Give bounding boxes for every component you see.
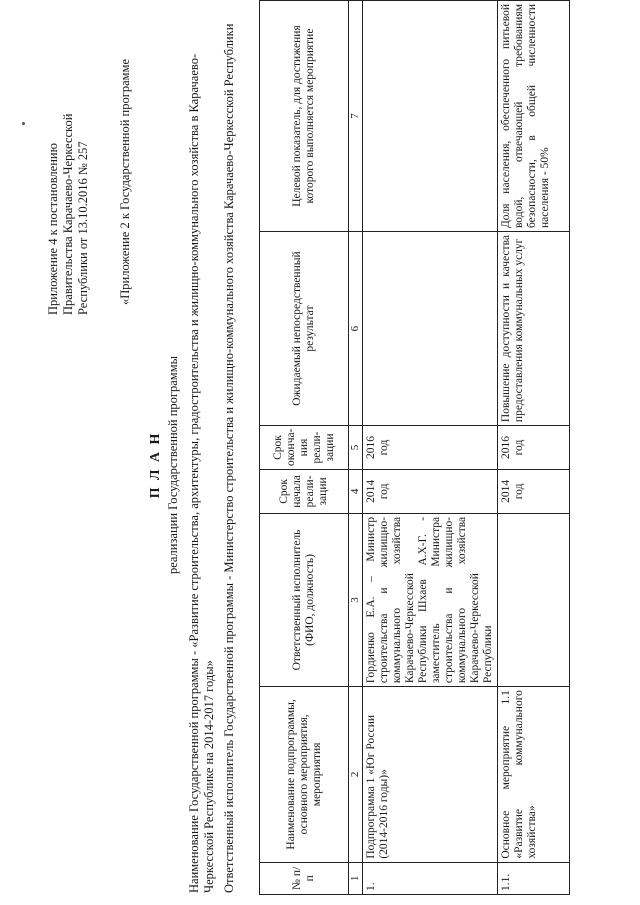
- program-name: Наименование Государственной программы - «Развитие строительства, архитектуры, градостроительства и жилищно-коммунального хозяйства в Карачаево-Черкесской Республике на 2014-2017 годы»: [187, 53, 216, 893]
- appendix-line-1: Приложение 4 к постановлению: [46, 143, 60, 315]
- row-target: Доля населения, обеспеченного питьевой водой, отвечающей требованиям безопасности, в общей численности населения - 50%: [498, 1, 570, 232]
- row-target: [363, 1, 498, 232]
- table-row: [498, 1, 570, 895]
- col-number: 4: [349, 469, 363, 513]
- row-name: Основное мероприятие 1.1 «Развитие коммунального хозяйства»: [498, 687, 570, 863]
- col-header-name: Наименование подпрограммы, основного мероприятия, мероприятия: [260, 687, 349, 863]
- row-end: 2016 год: [363, 426, 498, 470]
- row-result: Повышение доступности и качества предоставления коммунальных услуг: [498, 232, 570, 426]
- row-start: 2014 год: [498, 469, 570, 513]
- col-number: 3: [349, 513, 363, 686]
- row-executor: [498, 513, 570, 686]
- col-number: 2: [349, 687, 363, 863]
- appendix-line-2: Правительства Карачаево-Черкесской: [61, 113, 75, 315]
- table-row: [363, 1, 498, 895]
- col-number: 6: [349, 232, 363, 426]
- row-end: 2016 год: [498, 426, 570, 470]
- col-header-end: Срок оконча-ния реали-зации: [260, 426, 349, 470]
- responsible-executor: Ответственный исполнитель Государственной программы - Министерство строительства и жилищно-коммунального хозяйства Карачаево-Черкесской Республики: [222, 23, 236, 893]
- col-header-start: Срок начала реали-зации: [260, 469, 349, 513]
- plan-table: [259, 0, 570, 895]
- col-header-num: № п/п: [260, 862, 349, 894]
- table-header-row: [260, 1, 349, 895]
- row-name: Подпрограмма 1 «Юг России (2014-2016 годы)»: [363, 687, 498, 863]
- scan-speck: [22, 122, 25, 125]
- col-number: 5: [349, 426, 363, 470]
- appendix-line-3: Республики от 13.10.2016 № 257: [76, 141, 90, 315]
- col-header-executor: Ответственный исполнитель (ФИО, должность): [260, 513, 349, 686]
- document-subtitle: реализации Государственной программы: [166, 355, 180, 575]
- row-start: 2014 год: [363, 469, 498, 513]
- document-title: П Л А Н: [148, 431, 163, 499]
- row-num: 1.1.: [498, 862, 570, 894]
- col-header-result: Ожидаемый непосредственный результат: [260, 232, 349, 426]
- col-number: 7: [349, 1, 363, 232]
- column-number-row: [349, 1, 363, 895]
- col-header-target: Целевой показатель, для достижения которого выполняется мероприятие: [260, 1, 349, 232]
- appendix-line-4: «Приложение 2 к Государственной программе: [118, 58, 132, 305]
- row-result: [363, 232, 498, 426]
- row-executor: Гордиенко Е.А. – Министр строительства и жилищно-коммунального хозяйства Карачаево-Черкесской Республики Шхаев А.Х-Г. - заместитель Министра строительства и жилищно-коммунального хозяйства Карачаево-Черкесской Республики: [363, 513, 498, 686]
- col-number: 1: [349, 862, 363, 894]
- row-num: 1.: [363, 862, 498, 894]
